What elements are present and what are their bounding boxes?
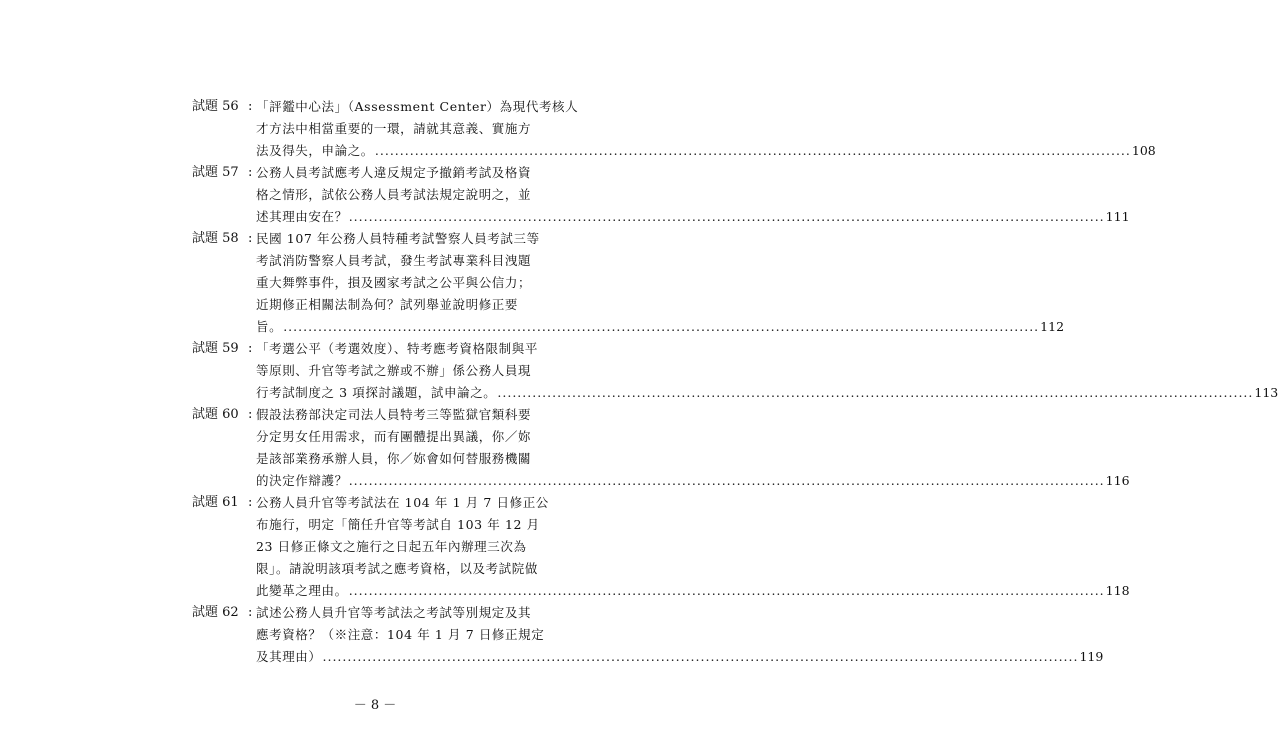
question-line: 才方法中相當重要的一環，請就其意義、實施方 [256, 121, 532, 136]
question-text [256, 338, 1278, 404]
question-line-last [256, 316, 1064, 338]
question-number: 試題 59 [192, 341, 239, 356]
question-line-text: 此變革之理由。 [256, 583, 348, 598]
toc-entry-question-56[interactable] [192, 96, 1156, 162]
question-text [256, 162, 1130, 228]
dot-leader [349, 470, 1105, 492]
colon-separator: : [248, 407, 253, 422]
toc-entry-question-58[interactable] [192, 228, 1065, 338]
question-line: 「評鑑中心法」（Assessment Center）為現代考核人 [256, 99, 579, 114]
question-line-text: 行考試制度之 3 項探討議題，試申論之。 [256, 385, 497, 400]
page-number: 113 [1254, 385, 1278, 400]
table-of-contents [192, 96, 1278, 668]
colon-separator: : [248, 341, 253, 356]
page-number: 112 [1040, 319, 1065, 334]
dot-leader [283, 316, 1039, 338]
question-line: 假設法務部決定司法人員特考三等監獄官類科要 [256, 407, 532, 422]
page-number: 116 [1105, 473, 1130, 488]
question-line: 限」。請說明該項考試之應考資格，以及考試院做 [256, 561, 538, 576]
page-number: 111 [1105, 209, 1130, 224]
dot-leader [497, 382, 1253, 404]
question-line-text: 及其理由） [256, 649, 322, 664]
page-number: 119 [1079, 649, 1104, 664]
question-text [256, 228, 1064, 338]
question-number: 試題 60 [192, 407, 239, 422]
question-text [256, 492, 1130, 602]
question-line-text: 法及得失，申論之。 [256, 143, 374, 158]
question-line-text: 旨。 [256, 319, 283, 334]
question-number: 試題 61 [192, 495, 239, 510]
question-number: 試題 62 [192, 605, 239, 620]
question-line: 公務人員考試應考人違反規定予撤銷考試及格資 [256, 165, 532, 180]
colon-separator: : [248, 495, 253, 510]
question-number: 試題 56 [192, 99, 239, 114]
toc-entry-question-59[interactable] [192, 338, 1278, 404]
dot-leader [323, 646, 1079, 668]
question-line: 23 日修正條文之施行之日起五年內辦理三次為 [256, 539, 527, 554]
question-number: 試題 58 [192, 231, 239, 246]
question-line: 民國 107 年公務人員特種考試警察人員考試三等 [256, 231, 540, 246]
question-line: 試述公務人員升官等考試法之考試等別規定及其 [256, 605, 532, 620]
question-line: 應考資格？（※注意：104 年 1 月 7 日修正規定 [256, 627, 545, 642]
colon-separator: : [248, 605, 253, 620]
page-number: 108 [1131, 143, 1156, 158]
colon-separator: : [248, 165, 253, 180]
page-footer-number: － 8 － [353, 698, 397, 713]
question-line: 重大舞弊事件，損及國家考試之公平與公信力； [256, 275, 532, 290]
dot-leader [349, 580, 1105, 602]
colon-separator: : [248, 231, 253, 246]
question-text [256, 404, 1130, 492]
question-text [256, 96, 1156, 162]
dot-leader [375, 140, 1131, 162]
question-line: 公務人員升官等考試法在 104 年 1 月 7 日修正公 [256, 495, 549, 510]
toc-entry-question-61[interactable] [192, 492, 1130, 602]
dot-leader [349, 206, 1105, 228]
question-line-last [256, 140, 1156, 162]
toc-entry-question-62[interactable] [192, 602, 1104, 668]
question-line-last [256, 382, 1278, 404]
toc-entry-question-60[interactable] [192, 404, 1130, 492]
question-line: 「考選公平（考選效度）、特考應考資格限制與平 [256, 341, 538, 356]
question-line: 等原則、升官等考試之辦或不辦」係公務人員現 [256, 363, 532, 378]
toc-entry-question-57[interactable] [192, 162, 1130, 228]
page-number: 118 [1105, 583, 1130, 598]
question-line: 布施行，明定「簡任升官等考試自 103 年 12 月 [256, 517, 540, 532]
question-line-text: 述其理由安在？ [256, 209, 348, 224]
question-line-last [256, 580, 1130, 602]
question-line: 近期修正相關法制為何？試列舉並說明修正要 [256, 297, 519, 312]
question-line-last [256, 206, 1130, 228]
question-text [256, 602, 1103, 668]
question-line-text: 的決定作辯護？ [256, 473, 348, 488]
question-line: 考試消防警察人員考試，發生考試專業科目洩題 [256, 253, 532, 268]
question-line: 是該部業務承辦人員，你／妳會如何替服務機關 [256, 451, 532, 466]
question-line: 格之情形，試依公務人員考試法規定說明之，並 [256, 187, 532, 202]
question-line: 分定男女任用需求，而有團體提出異議，你／妳 [256, 429, 532, 444]
question-line-last [256, 470, 1130, 492]
question-line-last [256, 646, 1103, 668]
question-number: 試題 57 [192, 165, 239, 180]
colon-separator: : [248, 99, 253, 114]
